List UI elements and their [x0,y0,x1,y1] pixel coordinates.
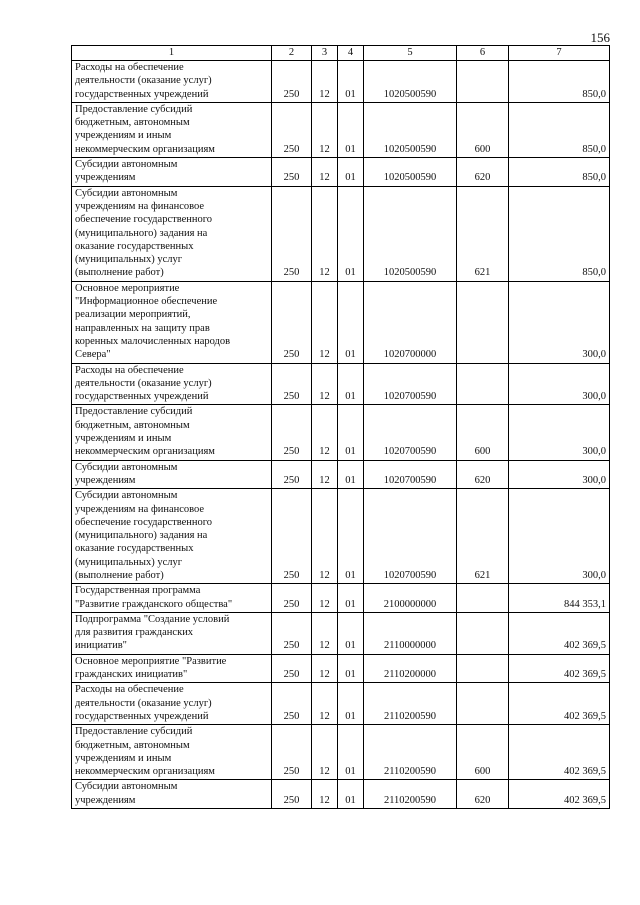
item-name-cell: Субсидии автономным учреждениям на финансовое обеспечение государственного (муниципального) задания на оказание государственных (муниципальных) услуг (выполнение работ) [72,489,272,584]
section-code-cell: 12 [312,102,338,157]
subsection-code-cell: 01 [338,584,364,613]
table-row [72,683,610,725]
expense-type-cell: 620 [457,780,509,809]
section-code-cell: 12 [312,61,338,103]
section-code-cell: 12 [312,683,338,725]
item-name-cell: Расходы на обеспечение деятельности (оказание услуг) государственных учреждений [72,363,272,405]
item-name-cell: Предоставление субсидий бюджетным, автономным учреждениям и иным некоммерческим организациям [72,102,272,157]
ministry-code-cell: 250 [272,363,312,405]
item-name-cell: Основное мероприятие "Развитие гражданских инициатив" [72,654,272,683]
column-header: 4 [338,46,364,61]
subsection-code-cell: 01 [338,61,364,103]
item-name-cell: Предоставление субсидий бюджетным, автономным учреждениям и иным некоммерческим организациям [72,405,272,460]
table-row [72,780,610,809]
header-row [72,46,610,61]
target-article-cell: 1020500590 [364,102,457,157]
budget-table [71,45,610,809]
subsection-code-cell: 01 [338,281,364,363]
subsection-code-cell: 01 [338,158,364,187]
amount-cell: 300,0 [509,460,610,489]
ministry-code-cell: 250 [272,725,312,780]
amount-cell: 850,0 [509,102,610,157]
ministry-code-cell: 250 [272,489,312,584]
target-article-cell: 2100000000 [364,584,457,613]
ministry-code-cell: 250 [272,158,312,187]
expense-type-cell: 620 [457,460,509,489]
expense-type-cell: 621 [457,489,509,584]
amount-cell: 300,0 [509,363,610,405]
item-name-cell: Подпрограмма "Создание условий для развития гражданских инициатив" [72,612,272,654]
ministry-code-cell: 250 [272,612,312,654]
expense-type-cell [457,363,509,405]
column-header: 3 [312,46,338,61]
section-code-cell: 12 [312,460,338,489]
section-code-cell: 12 [312,186,338,281]
amount-cell: 850,0 [509,158,610,187]
table-row [72,158,610,187]
target-article-cell: 1020700590 [364,363,457,405]
amount-cell: 850,0 [509,61,610,103]
item-name-cell: Расходы на обеспечение деятельности (оказание услуг) государственных учреждений [72,61,272,103]
section-code-cell: 12 [312,489,338,584]
target-article-cell: 1020500590 [364,186,457,281]
ministry-code-cell: 250 [272,683,312,725]
ministry-code-cell: 250 [272,584,312,613]
subsection-code-cell: 01 [338,363,364,405]
table-row [72,61,610,103]
expense-type-cell: 600 [457,725,509,780]
table-row [72,654,610,683]
expense-type-cell [457,612,509,654]
expense-type-cell [457,683,509,725]
subsection-code-cell: 01 [338,780,364,809]
ministry-code-cell: 250 [272,102,312,157]
amount-cell: 300,0 [509,281,610,363]
ministry-code-cell: 250 [272,460,312,489]
section-code-cell: 12 [312,725,338,780]
table-row [72,102,610,157]
table-row [72,281,610,363]
subsection-code-cell: 01 [338,460,364,489]
amount-cell: 844 353,1 [509,584,610,613]
ministry-code-cell: 250 [272,405,312,460]
expense-type-cell: 620 [457,158,509,187]
target-article-cell: 1020700000 [364,281,457,363]
table-row [72,363,610,405]
amount-cell: 300,0 [509,489,610,584]
amount-cell: 402 369,5 [509,780,610,809]
table-row [72,186,610,281]
amount-cell: 850,0 [509,186,610,281]
expense-type-cell: 600 [457,102,509,157]
expense-type-cell: 600 [457,405,509,460]
amount-cell: 402 369,5 [509,612,610,654]
amount-cell: 402 369,5 [509,725,610,780]
column-header: 5 [364,46,457,61]
amount-cell: 300,0 [509,405,610,460]
target-article-cell: 1020700590 [364,460,457,489]
page-number: 156 [590,30,610,45]
section-code-cell: 12 [312,363,338,405]
ministry-code-cell: 250 [272,186,312,281]
item-name-cell: Расходы на обеспечение деятельности (оказание услуг) государственных учреждений [72,683,272,725]
ministry-code-cell: 250 [272,654,312,683]
item-name-cell: Государственная программа "Развитие гражданского общества" [72,584,272,613]
section-code-cell: 12 [312,584,338,613]
item-name-cell: Субсидии автономным учреждениям [72,158,272,187]
subsection-code-cell: 01 [338,186,364,281]
section-code-cell: 12 [312,780,338,809]
amount-cell: 402 369,5 [509,654,610,683]
subsection-code-cell: 01 [338,725,364,780]
expense-type-cell [457,654,509,683]
target-article-cell: 1020700590 [364,405,457,460]
subsection-code-cell: 01 [338,489,364,584]
column-header: 1 [72,46,272,61]
expense-type-cell [457,281,509,363]
target-article-cell: 2110200590 [364,683,457,725]
item-name-cell: Основное мероприятие "Информационное обеспечение реализации мероприятий, направленных на защиту прав коренных малочисленных народов Севера" [72,281,272,363]
subsection-code-cell: 01 [338,654,364,683]
column-header: 6 [457,46,509,61]
table-row [72,460,610,489]
target-article-cell: 2110200590 [364,725,457,780]
item-name-cell: Субсидии автономным учреждениям [72,780,272,809]
item-name-cell: Субсидии автономным учреждениям на финансовое обеспечение государственного (муниципального) задания на оказание государственных (муниципальных) услуг (выполнение работ) [72,186,272,281]
expense-type-cell: 621 [457,186,509,281]
column-header: 7 [509,46,610,61]
target-article-cell: 2110200590 [364,780,457,809]
column-header: 2 [272,46,312,61]
amount-cell: 402 369,5 [509,683,610,725]
target-article-cell: 2110200000 [364,654,457,683]
subsection-code-cell: 01 [338,612,364,654]
ministry-code-cell: 250 [272,61,312,103]
section-code-cell: 12 [312,405,338,460]
item-name-cell: Предоставление субсидий бюджетным, автономным учреждениям и иным некоммерческим организациям [72,725,272,780]
ministry-code-cell: 250 [272,780,312,809]
section-code-cell: 12 [312,281,338,363]
subsection-code-cell: 01 [338,102,364,157]
subsection-code-cell: 01 [338,683,364,725]
table-row [72,584,610,613]
section-code-cell: 12 [312,612,338,654]
expense-type-cell [457,584,509,613]
target-article-cell: 1020500590 [364,61,457,103]
table-row [72,725,610,780]
table-row [72,612,610,654]
subsection-code-cell: 01 [338,405,364,460]
ministry-code-cell: 250 [272,281,312,363]
section-code-cell: 12 [312,654,338,683]
section-code-cell: 12 [312,158,338,187]
target-article-cell: 1020500590 [364,158,457,187]
target-article-cell: 2110000000 [364,612,457,654]
item-name-cell: Субсидии автономным учреждениям [72,460,272,489]
table-row [72,405,610,460]
expense-type-cell [457,61,509,103]
table-row [72,489,610,584]
target-article-cell: 1020700590 [364,489,457,584]
